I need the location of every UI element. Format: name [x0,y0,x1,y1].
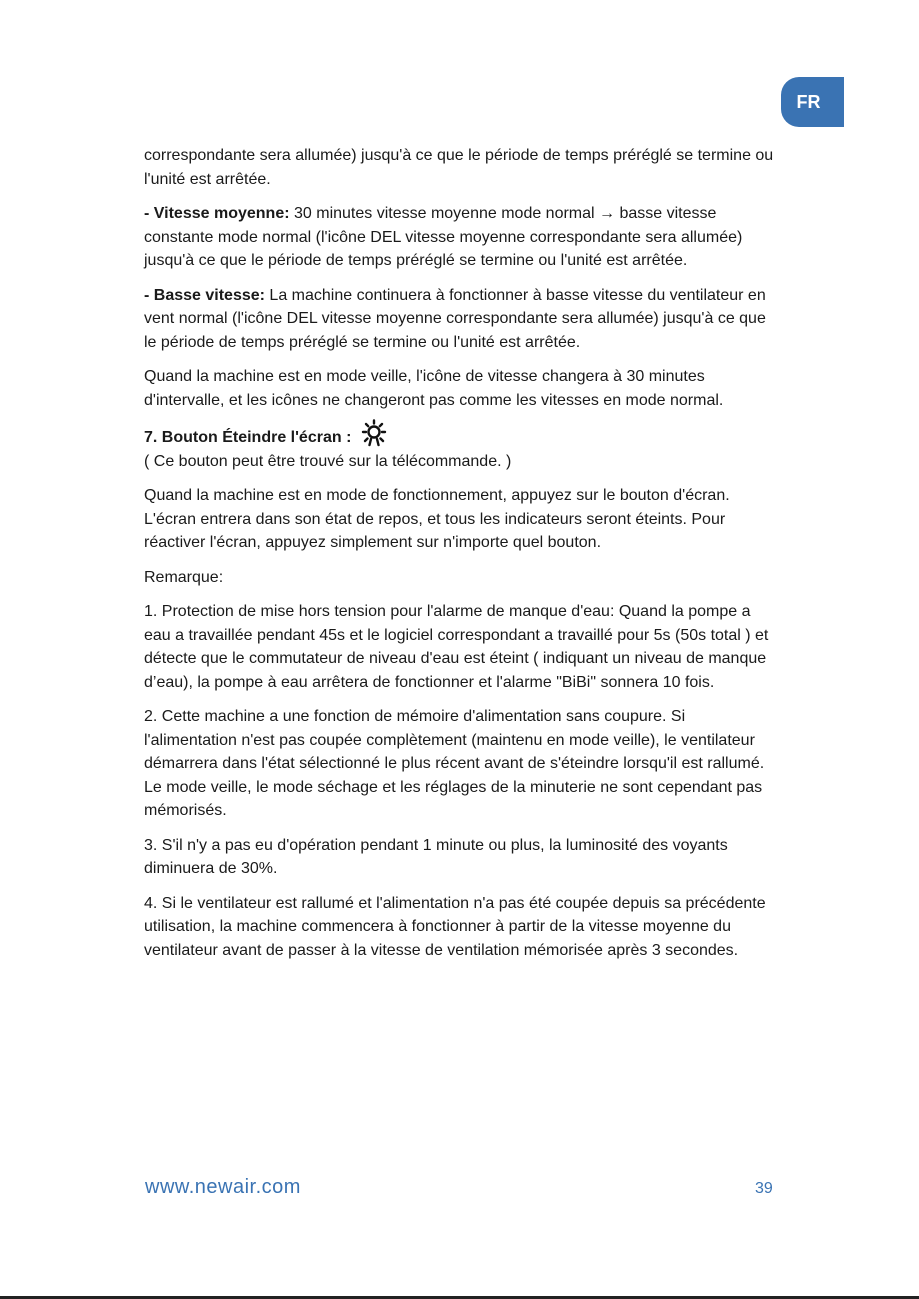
page-number: 39 [755,1180,773,1197]
remark-label: Remarque: [144,568,224,586]
page-content [144,144,774,973]
remark-item-2: 2. Cette machine a une fonction de mémoire d'alimentation sans coupure. Si l'alimentation n'est pas coupée complètement (maintenu en mode veille), le ventilateur démarrera dans l'état sélectionné le plus récent avant de s'éteindre lorsqu'il est rallumé. Le mode veille, le mode séchage et les réglages de la minuterie ne sont cependant pas mémorisés. [144,708,765,819]
language-tab: FR [781,77,844,127]
remark-item-3: 3. S'il n'y a pas eu d'opération pendant 1 minute ou plus, la luminosité des voyants diminuera de 30%. [144,836,728,877]
screen-light-icon [359,419,389,449]
footer-website-link[interactable]: www.newair.com [145,1176,301,1198]
remark-item-4: 4. Si le ventilateur est rallumé et l'alimentation n'a pas été coupée depuis sa précédente utilisation, la machine commencera à fonctionner à partir de la vitesse moyenne du ventilateur avant de passer à la vitesse de ventilation mémorisée après 3 secondes. [144,894,766,959]
paragraph-low-speed: - Basse vitesse: La machine continuera à fonctionner à basse vitesse du ventilateur en vent normal (l'icône DEL vitesse moyenne correspondante sera allumée) jusqu'à ce que le période de temps préréglé se termine ou l'unité est arrêtée. [144,286,766,351]
paragraph-sleep-mode: Quand la machine est en mode veille, l'icône de vitesse changera à 30 minutes d'intervalle, et les icônes ne changeront pas comme les vitesses en mode normal. [144,368,724,409]
label-medium-speed: - Vitesse moyenne: [144,205,290,222]
remark-item-1: 1. Protection de mise hors tension pour l'alarme de manque d'eau: Quand la pompe a eau a travaillée pendant 45s et le logiciel correspondant a travaillé pour 5s (50s total ) et détecte que le commutateur de niveau d'eau est éteint ( indiquant un niveau de manque d’eau), la pompe à eau arrêtera de fonctionner et l'alarme "BiBi" sonnera 10 fois. [144,603,769,691]
paragraph-continuation: correspondante sera allumée) jusqu'à ce que le période de temps préréglé se termine ou l'unité est arrêtée. [144,147,774,188]
section-7-title: 7. Bouton Éteindre l'écran : [144,429,352,446]
paragraph-screen-button: Quand la machine est en mode de fonctionnement, appuyez sur le bouton d'écran. L'écran entrera dans son état de repos, et tous les indicateurs seront éteints. Pour réactiver l'écran, appuyez simplement sur n'importe quel bouton. [144,487,730,551]
section-7-note: ( Ce bouton peut être trouvé sur la télécommande. ) [144,452,512,470]
label-low-speed: - Basse vitesse: [144,286,265,304]
paragraph-medium-speed: - Vitesse moyenne: 30 minutes vitesse moyenne mode normal → basse vitesse constante mode normal (l'icône DEL vitesse moyenne correspondante sera allumée) jusqu'à ce que le période de temps préréglé se termine ou l'unité est arrêtée. [144,205,743,269]
section-7-heading [144,426,774,450]
